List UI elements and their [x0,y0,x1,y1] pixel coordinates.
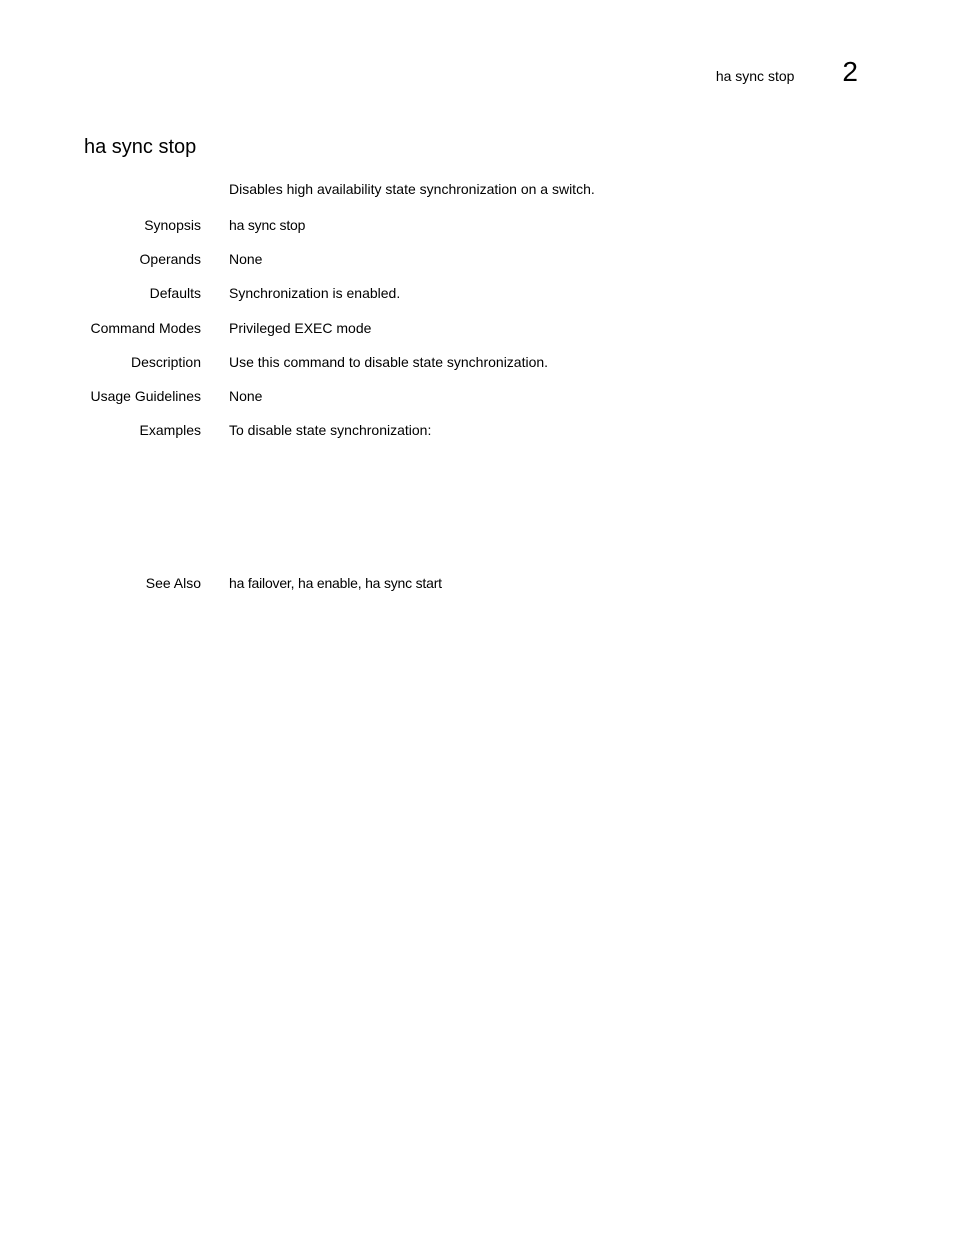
description-label: Description [130,354,201,370]
operands-value: None [229,251,263,267]
command-modes-value: Privileged EXEC mode [229,320,372,336]
description-row [0,353,954,373]
operands-row [0,250,954,270]
examples-row [0,421,954,441]
description-value: Use this command to disable state synchronization. [229,354,549,370]
see-also-label: See Also [145,575,201,591]
intro-text: Disables high availability state synchronization on a switch. [229,181,595,197]
page-title: ha sync stop [84,136,197,158]
synopsis-value: ha sync stop [229,217,306,233]
defaults-row [0,284,954,304]
synopsis-label: Synopsis [144,217,201,233]
usage-guidelines-label: Usage Guidelines [90,388,201,404]
operands-label: Operands [139,251,201,267]
see-also-row [0,574,954,594]
defaults-label: Defaults [149,285,201,301]
examples-label: Examples [139,422,201,438]
running-header [716,58,858,86]
synopsis-row [0,216,954,236]
chapter-number: 2 [842,56,858,87]
examples-value: To disable state synchronization: [229,422,432,438]
command-modes-row [0,319,954,339]
see-also-value: ha failover, ha enable, ha sync start [229,575,442,591]
usage-guidelines-row [0,387,954,407]
running-header-title: ha sync stop [715,68,795,84]
command-modes-label: Command Modes [90,320,201,336]
usage-guidelines-value: None [229,388,263,404]
defaults-value: Synchronization is enabled. [229,285,401,301]
